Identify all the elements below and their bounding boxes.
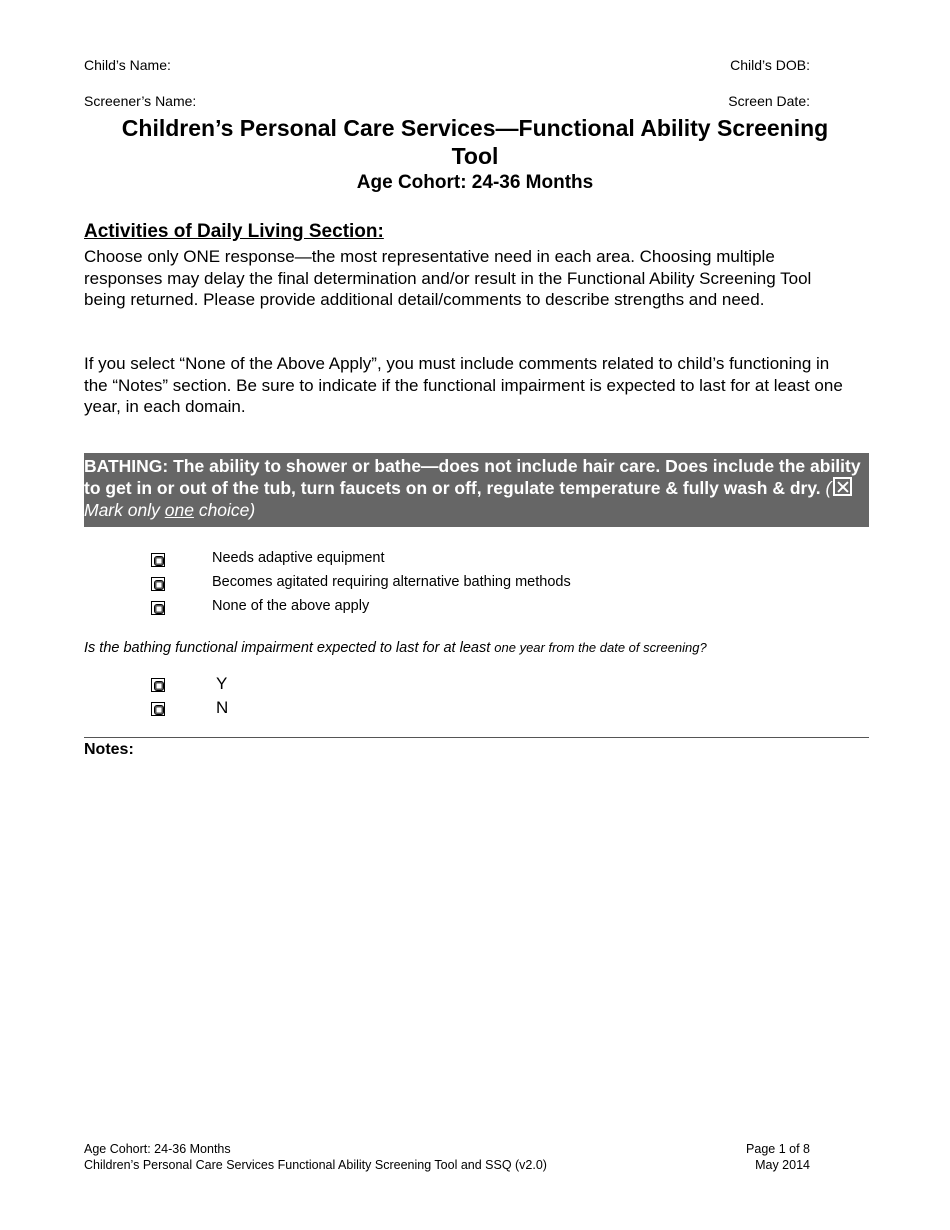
bathing-banner (84, 453, 869, 527)
instructions-paragraph-1: Choose only ONE response—the most representative need in each area. Choosing multiple responses may delay the final determination and/or result in the Functional Ability Screening Tool being returned. Please provide additional detail/comments to describe strengths and need. (84, 247, 812, 309)
screener-name-label: Screener’s Name: (84, 93, 197, 109)
title-line1: Children’s Personal Care Services—Functional Ability Screening (121, 115, 829, 141)
title-line2: Tool (451, 143, 499, 169)
child-name-label: Child’s Name: (84, 57, 171, 73)
footer-right (746, 1141, 810, 1173)
yes-label: Y (216, 674, 228, 693)
question-main: Is the bathing functional impairment expected to last for at least (84, 640, 491, 656)
instruction-open-paren: ( (825, 478, 832, 498)
option-checkbox-adaptive-equipment[interactable] (151, 553, 165, 567)
section-heading: Activities of Daily Living Section: (84, 221, 384, 242)
page-title (84, 114, 866, 170)
instruction-pre: Mark only (84, 500, 160, 520)
option-label-agitated: Becomes agitated requiring alternative bathing methods (212, 574, 571, 590)
screen-date-label: Screen Date: (728, 93, 810, 109)
bathing-heading: BATHING: The ability to shower or bathe—does not include hair care. Does include the ability to get in or out of the tub, turn faucets on or off, regulate temperature & fully wash & dry. (84, 456, 861, 498)
child-dob-label: Child’s DOB: (730, 57, 810, 73)
no-checkbox[interactable] (151, 702, 165, 716)
question-tail: one year from the date of screening? (494, 640, 707, 655)
instructions-paragraph-2: If you select “None of the Above Apply”, you must include comments related to child’s functioning in the “Notes” section. Be sure to indicate if the functional impairment is expected to last for at least one year, in each domain. (84, 354, 843, 416)
option-label-adaptive-equipment: Needs adaptive equipment (212, 550, 385, 566)
option-checkbox-agitated[interactable] (151, 577, 165, 591)
duration-question (84, 640, 707, 656)
instruction-post: choice) (198, 500, 256, 520)
no-label: N (216, 698, 229, 717)
notes-divider (84, 737, 869, 738)
footer-cohort: Age Cohort: 24-36 Months (84, 1142, 231, 1156)
option-checkbox-none[interactable] (151, 601, 165, 615)
yes-checkbox[interactable] (151, 678, 165, 692)
footer-date: May 2014 (755, 1158, 810, 1172)
footer-left (84, 1141, 547, 1173)
instruction-emph: one (164, 500, 194, 520)
footer-doc-title: Children’s Personal Care Services Functional Ability Screening Tool and SSQ (v2.0) (84, 1158, 547, 1172)
notes-label: Notes: (84, 741, 134, 758)
page-subtitle: Age Cohort: 24-36 Months (356, 172, 594, 193)
page-number: Page 1 of 8 (746, 1142, 810, 1156)
option-label-none: None of the above apply (212, 598, 370, 614)
checked-box-icon (833, 477, 852, 496)
